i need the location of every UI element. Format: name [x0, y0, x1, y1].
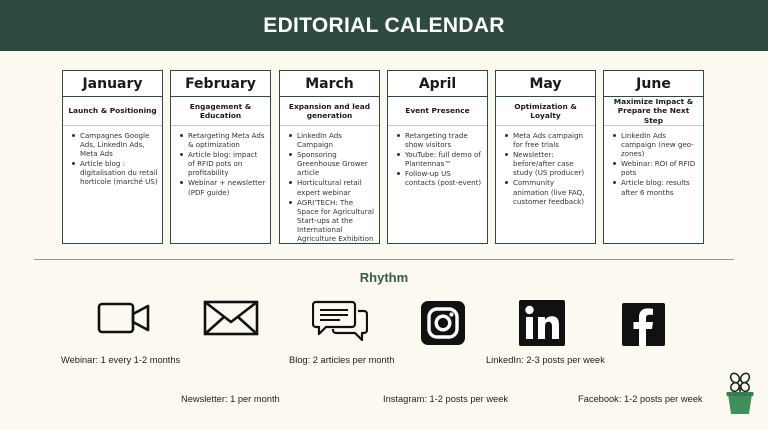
plant-pot-logo — [723, 372, 757, 416]
instagram-icon — [421, 301, 465, 345]
list-item: AGRI'TECH: The Space for Agricultural Start-ups at the International Agriculture Exhibition — [288, 198, 375, 243]
list-item: Article blog : digitalisation du retail horticole (marché US) — [71, 159, 158, 186]
list-item: Webinar: ROI of RFID pots — [612, 159, 699, 177]
page-title: EDITORIAL CALENDAR — [263, 13, 505, 37]
rhythm-title: Rhythm — [359, 270, 409, 285]
list-item: Newsletter: before/after case study (US producer) — [504, 150, 591, 177]
list-item: Article blog: results after 6 months — [612, 178, 699, 196]
month-items — [63, 126, 162, 187]
list-item: Article blog: impact of RFID pots on profitability — [179, 150, 266, 177]
list-item: Horticultural retail expert webinar — [288, 178, 375, 196]
rhythm-instagram-label: Instagram: 1-2 posts per week — [383, 394, 509, 404]
rhythm-linkedin-label: LinkedIn: 2-3 posts per week — [486, 355, 605, 365]
month-theme: Event Presence — [388, 97, 487, 126]
month-card-may — [495, 70, 596, 244]
list-item: Webinar + newsletter (PDF guide) — [179, 178, 266, 196]
list-item: Follow-up US contacts (post-event) — [396, 169, 483, 187]
rhythm-webinar-label: Webinar: 1 every 1-2 months — [61, 355, 181, 365]
list-item: LinkedIn Ads Campaign — [288, 131, 375, 149]
month-items — [280, 126, 379, 243]
chat-bubbles-icon — [312, 299, 368, 343]
month-name: January — [63, 71, 162, 97]
list-item: Community animation (live FAQ, customer feedback) — [504, 178, 591, 205]
month-theme: Optimization & Loyalty — [496, 97, 595, 126]
envelope-icon — [203, 300, 259, 336]
month-theme: Engagement & Education — [171, 97, 270, 126]
month-theme: Maximize Impact & Prepare the Next Step — [604, 97, 703, 126]
month-card-january — [62, 70, 163, 244]
month-items — [496, 126, 595, 206]
rhythm-blog-label: Blog: 2 articles per month — [289, 355, 395, 365]
month-card-june — [603, 70, 704, 244]
list-item: Retargeting Meta Ads & optimization — [179, 131, 266, 149]
rhythm-facebook-label: Facebook: 1-2 posts per week — [578, 394, 703, 404]
month-name: February — [171, 71, 270, 97]
video-camera-icon — [97, 301, 151, 335]
linkedin-icon — [519, 300, 565, 346]
month-theme: Expansion and lead generation — [280, 97, 379, 126]
list-item: Meta Ads campaign for free trials — [504, 131, 591, 149]
facebook-icon — [622, 303, 665, 346]
month-card-march — [279, 70, 380, 244]
month-card-april — [387, 70, 488, 244]
header-bar — [0, 0, 768, 51]
month-theme: Launch & Positioning — [63, 97, 162, 126]
section-divider — [34, 259, 734, 260]
month-name: June — [604, 71, 703, 97]
list-item: YouTube: full demo of Plantennas™ — [396, 150, 483, 168]
list-item: LinkedIn Ads campaign (new geo-zones) — [612, 131, 699, 158]
month-card-february — [170, 70, 271, 244]
list-item: Retargeting trade show visitors — [396, 131, 483, 149]
month-name: May — [496, 71, 595, 97]
month-name: March — [280, 71, 379, 97]
rhythm-newsletter-label: Newsletter: 1 per month — [181, 394, 280, 404]
month-items — [388, 126, 487, 188]
month-name: April — [388, 71, 487, 97]
list-item: Sponsoring Greenhouse Grower article — [288, 150, 375, 177]
list-item: Campagnes Google Ads, LinkedIn Ads, Meta Ads — [71, 131, 158, 158]
month-items — [604, 126, 703, 197]
month-items — [171, 126, 270, 197]
